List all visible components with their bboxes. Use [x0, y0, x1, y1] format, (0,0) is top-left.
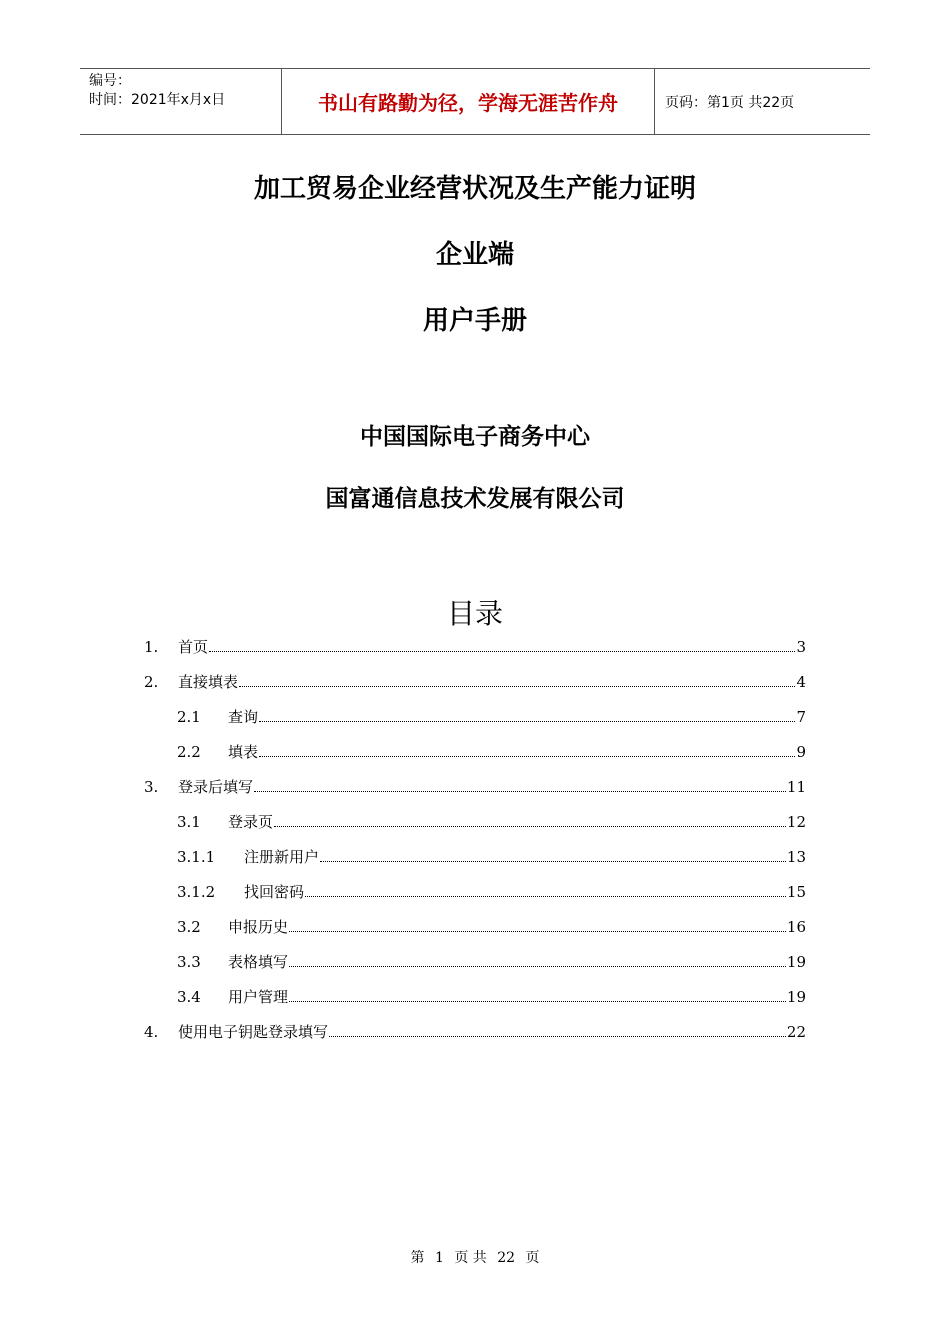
toc-entry[interactable] — [144, 812, 806, 847]
toc-entry-page: 12 — [786, 813, 806, 831]
header-motto: 书山有路勤为径，学海无涯苦作舟 — [281, 69, 655, 134]
toc-entry[interactable] — [144, 1022, 806, 1057]
toc-entry-page: 7 — [796, 708, 806, 726]
toc-leader-dots — [209, 650, 795, 652]
toc-entry-number: 3. — [144, 778, 159, 796]
header-page-info: 页码：第1页 共22页 — [665, 94, 795, 111]
toc-heading: 目录 — [446, 597, 503, 630]
number-label: 编号： — [89, 73, 131, 89]
toc-entry-label: 登录页 — [228, 813, 274, 831]
subtitle-manual: 用户手册 — [422, 306, 527, 336]
toc-entry-number: 3.4 — [177, 988, 201, 1006]
toc-entry-page: 22 — [786, 1023, 806, 1041]
toc-entry-label: 首页 — [178, 638, 209, 656]
toc-entry[interactable] — [144, 882, 806, 917]
toc-leader-dots — [289, 1000, 786, 1002]
toc-leader-dots — [274, 825, 786, 827]
toc-entry-number: 2.2 — [177, 743, 201, 761]
document-header — [80, 68, 870, 135]
toc-entry-label: 使用电子钥匙登录填写 — [178, 1023, 329, 1041]
toc-entry-number: 3.2 — [177, 918, 201, 936]
toc-entry-page: 11 — [786, 778, 806, 796]
toc-entry-label: 查询 — [228, 708, 259, 726]
toc-entry-number: 3.3 — [177, 953, 201, 971]
toc-entry-label: 申报历史 — [228, 918, 289, 936]
toc-entry-label: 填表 — [228, 743, 259, 761]
toc-entry[interactable] — [144, 987, 806, 1022]
toc-entry-label: 登录后填写 — [178, 778, 254, 796]
toc-entry[interactable] — [144, 742, 806, 777]
organization-1: 中国国际电子商务中心 — [360, 424, 590, 450]
toc-entry[interactable] — [144, 777, 806, 812]
table-of-contents — [144, 637, 806, 1057]
toc-entry-number: 3.1.1 — [177, 848, 216, 866]
toc-entry[interactable] — [144, 707, 806, 742]
toc-entry-page: 15 — [786, 883, 806, 901]
footer-prefix: 第 — [410, 1250, 425, 1266]
toc-entry-label: 直接填表 — [178, 673, 239, 691]
toc-entry-label: 找回密码 — [244, 883, 305, 901]
toc-leader-dots — [305, 895, 786, 897]
toc-leader-dots — [320, 860, 786, 862]
toc-leader-dots — [254, 790, 786, 792]
toc-entry[interactable] — [144, 637, 806, 672]
organization-2: 国富通信息技术发展有限公司 — [325, 486, 625, 512]
toc-entry-number: 4. — [144, 1023, 159, 1041]
toc-entry-page: 4 — [796, 673, 806, 691]
toc-leader-dots — [239, 685, 795, 687]
footer-suffix: 页 — [525, 1250, 540, 1266]
toc-entry[interactable] — [144, 917, 806, 952]
toc-entry[interactable] — [144, 672, 806, 707]
toc-leader-dots — [259, 720, 795, 722]
toc-entry[interactable] — [144, 847, 806, 882]
toc-entry-number: 2.1 — [177, 708, 201, 726]
toc-entry-label: 用户管理 — [228, 988, 289, 1006]
toc-entry-page: 9 — [796, 743, 806, 761]
subtitle-enterprise: 企业端 — [435, 240, 514, 270]
page-footer — [0, 1247, 950, 1267]
toc-entry[interactable] — [144, 952, 806, 987]
time-label: 时间：2021年x月x日 — [89, 92, 226, 108]
toc-leader-dots — [259, 755, 795, 757]
toc-leader-dots — [329, 1035, 786, 1037]
toc-entry-page: 19 — [786, 953, 806, 971]
toc-entry-number: 3.1.2 — [177, 883, 216, 901]
toc-entry-number: 1. — [144, 638, 159, 656]
toc-entry-number: 2. — [144, 673, 159, 691]
toc-entry-label: 注册新用户 — [244, 848, 320, 866]
footer-page-number: 1 — [434, 1250, 444, 1266]
toc-entry-page: 3 — [796, 638, 806, 656]
toc-entry-page: 19 — [786, 988, 806, 1006]
footer-middle: 页 共 — [454, 1250, 487, 1266]
main-title: 加工贸易企业经营状况及生产能力证明 — [253, 174, 696, 204]
toc-entry-page: 13 — [786, 848, 806, 866]
header-meta — [80, 69, 281, 134]
toc-entry-number: 3.1 — [177, 813, 201, 831]
toc-entry-label: 表格填写 — [228, 953, 289, 971]
footer-total-pages: 22 — [497, 1250, 516, 1266]
toc-entry-page: 16 — [786, 918, 806, 936]
toc-leader-dots — [289, 965, 786, 967]
toc-leader-dots — [289, 930, 786, 932]
